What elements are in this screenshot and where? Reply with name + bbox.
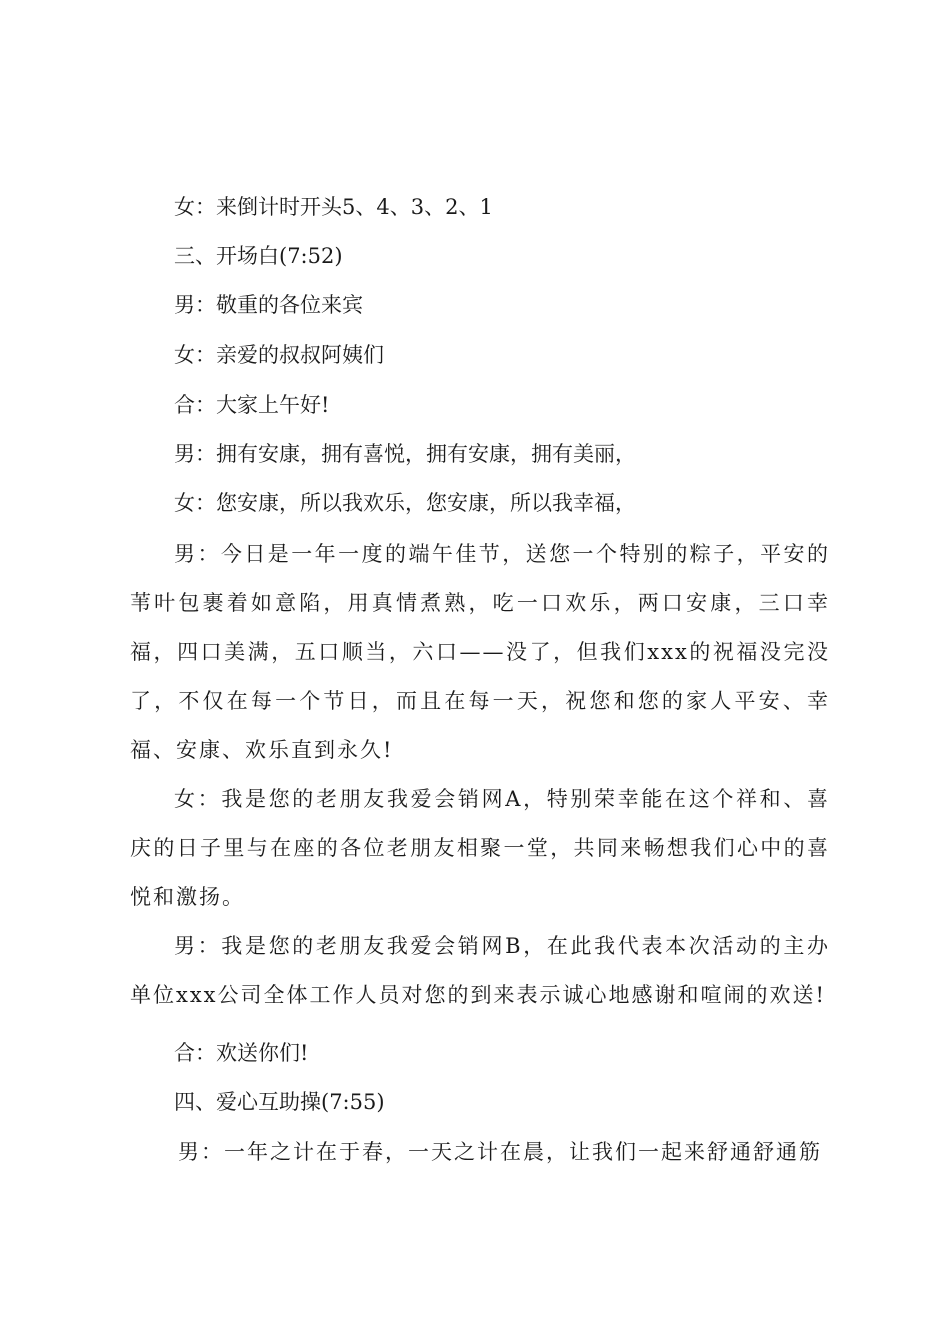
paragraph-exercise-intro: 男：一年之计在于春，一天之计在晨，让我们一起来舒通舒通筋 bbox=[178, 1140, 822, 1164]
section-heading-exercise: 四、爱心互助操(7:55) bbox=[174, 1090, 385, 1114]
section-heading-opening: 三、开场白(7:52) bbox=[174, 244, 343, 268]
paragraph-host-a: 女：我是您的老朋友我爱会销网A，特别荣幸能在这个祥和、喜庆的日子里与在座的各位老朋友相聚一堂，共同来畅想我们心中的喜悦和激扬。 bbox=[130, 787, 830, 909]
paragraph-host-b: 男：我是您的老朋友我爱会销网B，在此我代表本次活动的主办单位xxx公司全体工作人员对您的到来表示诚心地感谢和喧闹的欢送! bbox=[130, 934, 830, 1007]
line-male-greeting: 男：敬重的各位来宾 bbox=[174, 293, 363, 317]
line-together-welcome: 合：欢送你们! bbox=[174, 1041, 309, 1065]
line-female-wishes: 女：您安康，所以我欢乐，您安康，所以我幸福， bbox=[174, 491, 636, 515]
line-together-greeting: 合：大家上午好! bbox=[174, 393, 330, 417]
paragraph-dragon-boat: 男：今日是一年一度的端午佳节，送您一个特别的粽子，平安的苇叶包裹着如意陷，用真情煮熟，吃一口欢乐，两口安康，三口幸福，四口美满，五口顺当，六口——没了，但我们xxx的祝福没完没了，不仅在每一个节日，而且在每一天，祝您和您的家人平安、幸福、安康、欢乐直到永久! bbox=[130, 542, 830, 762]
line-female-greeting: 女：亲爱的叔叔阿姨们 bbox=[174, 343, 384, 367]
line-countdown: 女：来倒计时开头5、4、3、2、1 bbox=[174, 195, 493, 219]
line-male-wishes: 男：拥有安康，拥有喜悦，拥有安康，拥有美丽， bbox=[174, 442, 636, 466]
